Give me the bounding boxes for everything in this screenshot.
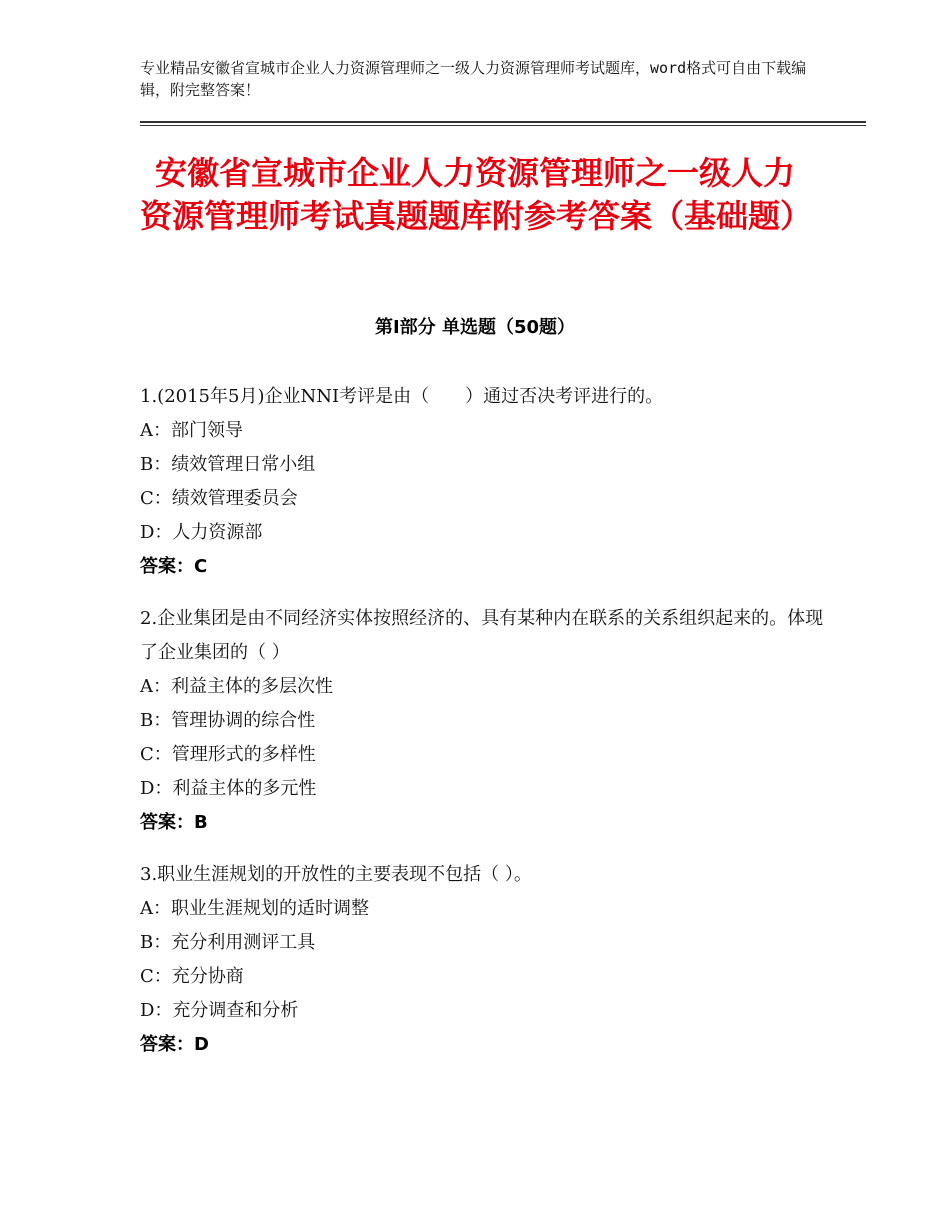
- answer-value: B: [194, 812, 208, 833]
- question-stem: 1.(2015年5月)企业NNI考评是由（ ）通过否决考评进行的。: [140, 386, 664, 407]
- answer-label: 答案: [140, 812, 176, 833]
- option-d: D：充分调查和分析: [140, 1000, 299, 1021]
- question-stem: 2.企业集团是由不同经济实体按照经济的、具有某种内在联系的关系组织起来的。体现了企业集团的（ ）: [140, 608, 824, 663]
- option-d: D：利益主体的多元性: [140, 778, 317, 799]
- option-a: A：部门领导: [140, 420, 243, 441]
- option-c: C：管理形式的多样性: [140, 744, 316, 765]
- answer-separator: ：: [176, 556, 194, 577]
- answer-line: [140, 550, 830, 584]
- option-b: B：绩效管理日常小组: [140, 454, 316, 475]
- option-c: C：充分协商: [140, 966, 244, 987]
- answer-label: 答案: [140, 1034, 176, 1055]
- option-a: A：利益主体的多层次性: [140, 676, 333, 697]
- question-2: [140, 602, 830, 840]
- answer-value: D: [194, 1034, 209, 1055]
- answer-separator: ：: [176, 812, 194, 833]
- option-b: B：充分利用测评工具: [140, 932, 316, 953]
- header-note: 专业精品安徽省宣城市企业人力资源管理师之一级人力资源管理师考试题库，word格式可自由下载编辑，附完整答案！: [140, 59, 807, 99]
- answer-line: [140, 806, 830, 840]
- document-title: 安徽省宣城市企业人力资源管理师之一级人力资源管理师考试真题题库附参考答案（基础题）: [140, 154, 813, 235]
- question-3: [140, 858, 830, 1062]
- question-list: [140, 380, 830, 1080]
- header-rule-thin: [140, 125, 866, 126]
- answer-separator: ：: [176, 1034, 194, 1055]
- option-a: A：职业生涯规划的适时调整: [140, 898, 369, 919]
- answer-line: [140, 1028, 830, 1062]
- question-1: [140, 380, 830, 584]
- option-d: D：人力资源部: [140, 522, 263, 543]
- answer-label: 答案: [140, 556, 176, 577]
- answer-value: C: [194, 556, 208, 577]
- section-heading: 第Ⅰ部分 单选题（50题）: [374, 317, 575, 338]
- option-c: C：绩效管理委员会: [140, 488, 298, 509]
- option-b: B：管理协调的综合性: [140, 710, 316, 731]
- header-rule-thick: [140, 121, 866, 123]
- question-stem: 3.职业生涯规划的开放性的主要表现不包括（ ）。: [140, 864, 532, 885]
